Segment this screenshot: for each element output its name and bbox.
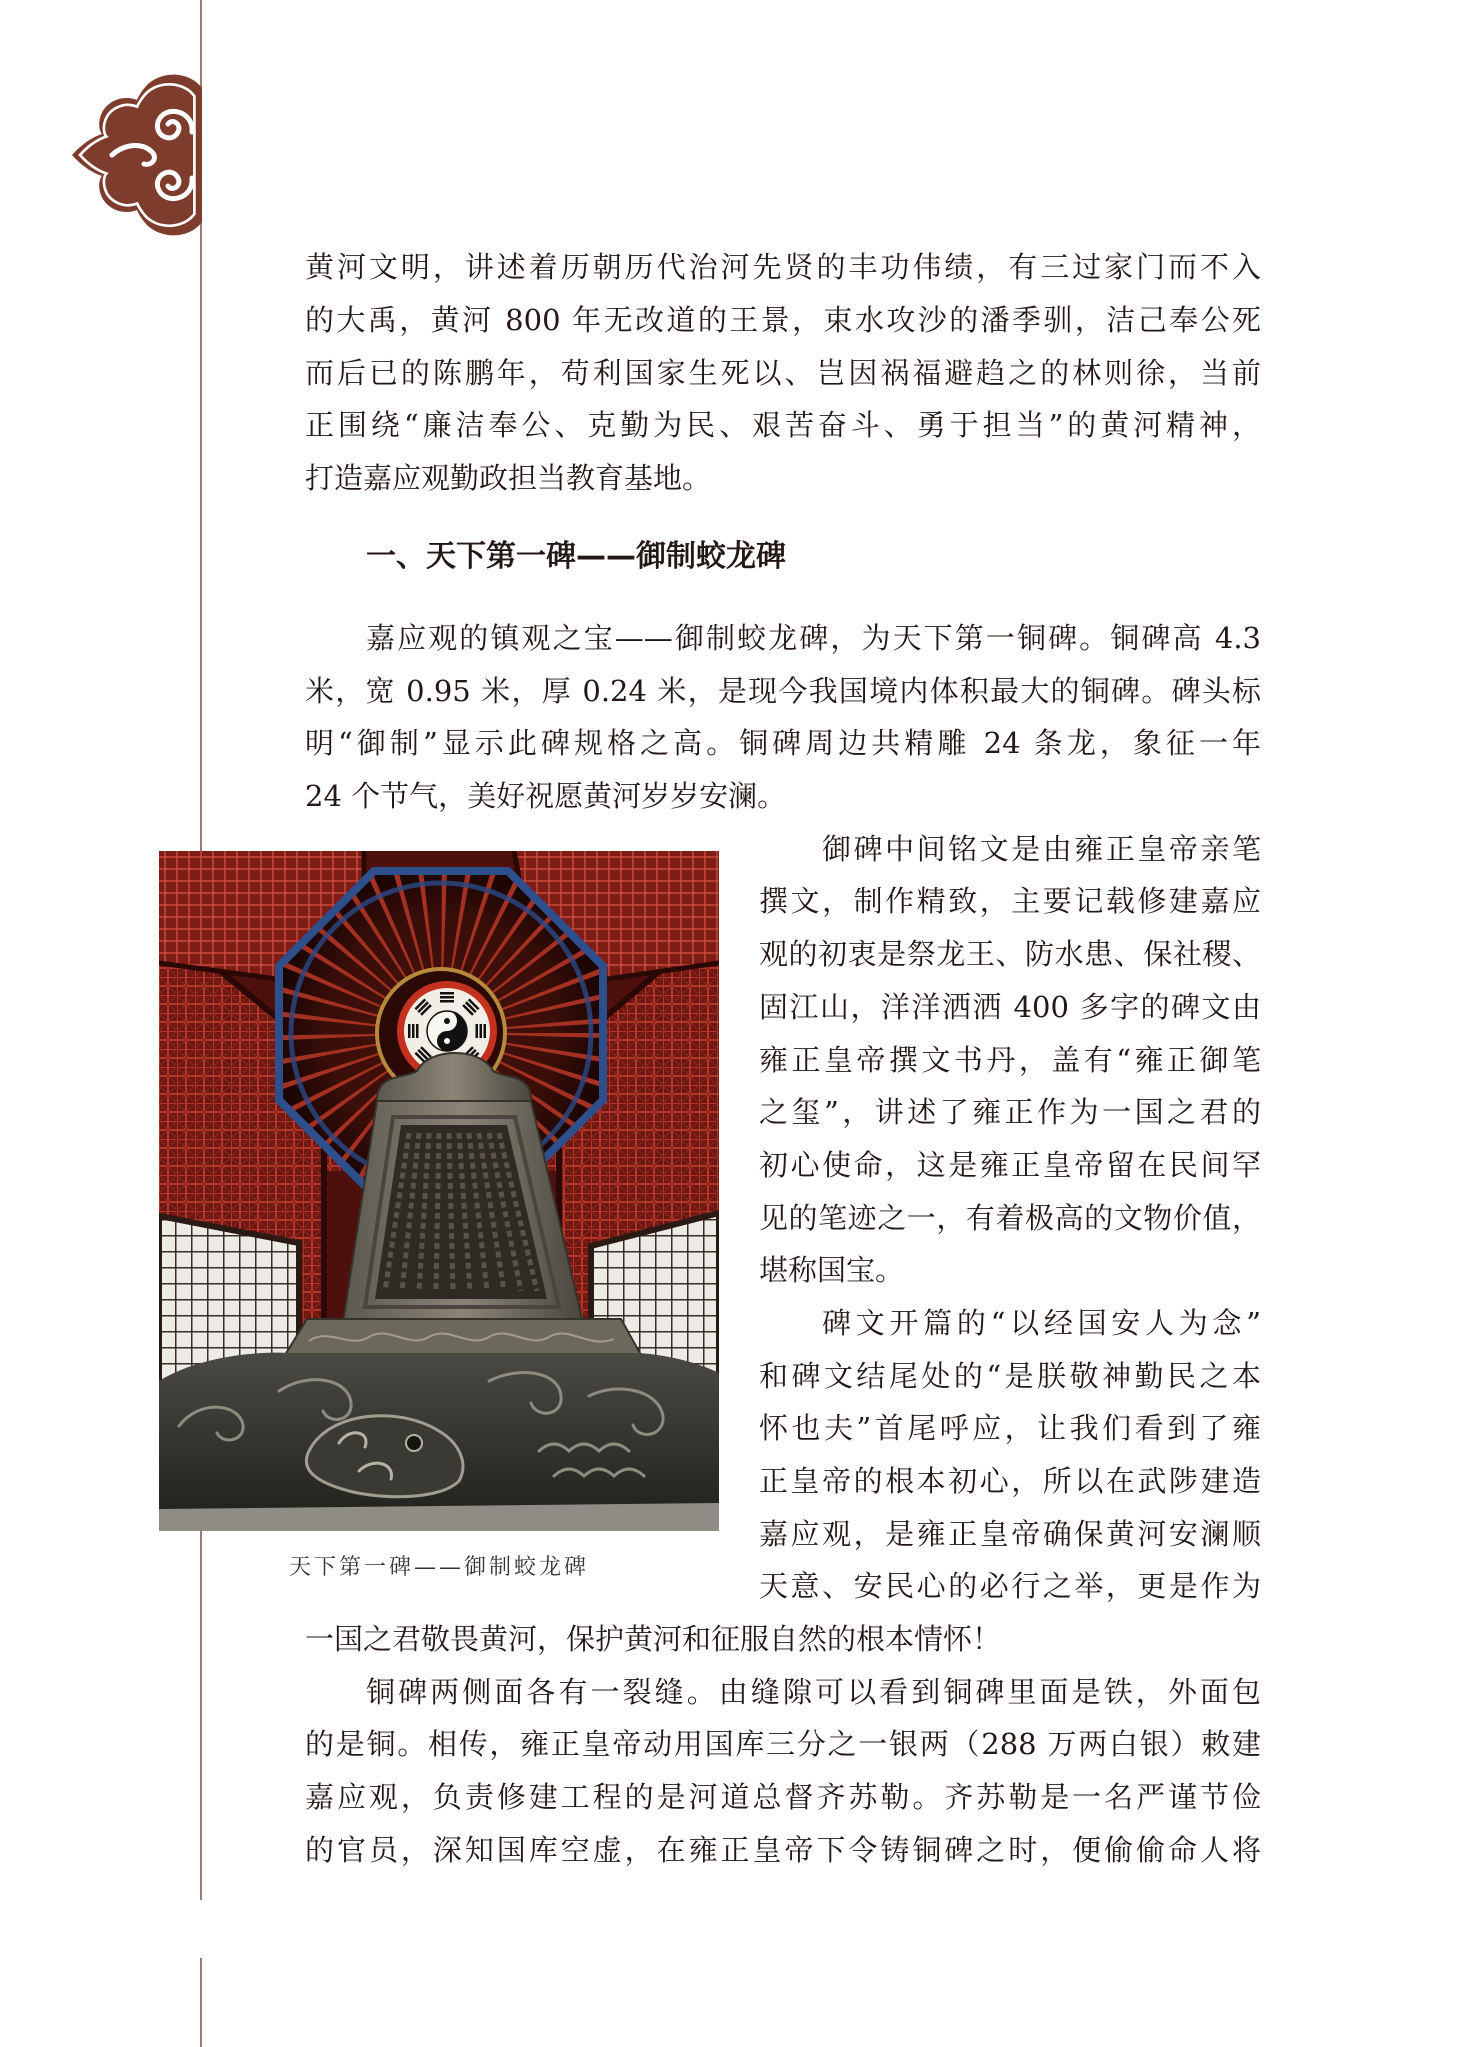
text-line: 24 个节气，美好祝愿黄河岁岁安澜。 xyxy=(305,779,787,814)
text-line: 天意、安民心的必行之举，更是作为 xyxy=(759,1569,1261,1604)
margin-rule xyxy=(200,1958,202,2047)
text-line: 正皇帝的根本初心，所以在武陟建造 xyxy=(759,1464,1261,1498)
text-line: 和碑文结尾处的“是朕敬神勤民之本 xyxy=(759,1358,1261,1393)
text-line: 明“御制”显示此碑规格之高。铜碑周边共精雕 24 条龙，象征一年 xyxy=(305,726,1261,761)
text-line: 的是铜。相传，雍正皇帝动用国库三分之一银两（288 万两白银）敕建 xyxy=(305,1727,1261,1762)
figure-caption: 天下第一碑——御制蛟龙碑 xyxy=(289,1555,590,1580)
text-line: 铜碑两侧面各有一裂缝。由缝隙可以看到铜碑里面是铁，外面包 xyxy=(366,1674,1261,1709)
text-line: 怀也夫”首尾呼应，让我们看到了雍 xyxy=(759,1411,1261,1446)
text-line: 黄河文明，讲述着历朝历代治河先贤的丰功伟绩，有三过家门而不入 xyxy=(305,250,1261,284)
text-line: 御碑中间铭文是由雍正皇帝亲笔 xyxy=(822,831,1261,866)
text-line: 米，宽 0.95 米，厚 0.24 米，是现今我国境内体积最大的铜碑。碑头标 xyxy=(305,673,1261,708)
text-line: 的大禹，黄河 800 年无改道的王景，束水攻沙的潘季驯，洁己奉公死 xyxy=(305,302,1261,337)
text-line: 堪称国宝。 xyxy=(759,1253,905,1288)
text-line: 嘉应观，是雍正皇帝确保黄河安澜顺 xyxy=(759,1516,1261,1551)
section-heading: 一、天下第一碑——御制蛟龙碑 xyxy=(366,539,786,574)
text-line: 而后已的陈鹏年，苟利国家生死以、岂因祸福避趋之的林则徐，当前 xyxy=(305,355,1261,390)
text-line: 观的初衷是祭龙王、防水患、保社稷、 xyxy=(759,937,1261,972)
text-line: 碑文开篇的“以经国安人为念” xyxy=(822,1305,1261,1340)
body-text xyxy=(305,612,1261,1877)
text-line: 嘉应观的镇观之宝——御制蛟龙碑，为天下第一铜碑。铜碑高 4.3 xyxy=(366,621,1261,655)
text-line: 打造嘉应观勤政担当教育基地。 xyxy=(305,461,712,496)
text-line: 初心使命，这是雍正皇帝留在民间罕 xyxy=(759,1147,1261,1182)
text-line: 嘉应观，负责修建工程的是河道总督齐苏勒。齐苏勒是一名严谨节俭 xyxy=(305,1780,1261,1815)
text-line: 见的笔迹之一，有着极高的文物价值， xyxy=(759,1200,1261,1235)
text-line: 之玺”，讲述了雍正作为一国之君的 xyxy=(759,1095,1261,1130)
text-line: 一国之君敬畏黄河，保护黄河和征服自然的根本情怀！ xyxy=(305,1622,1002,1657)
text-line: 撰文，制作精致，主要记载修建嘉应 xyxy=(759,884,1261,919)
text-line: 正围绕“廉洁奉公、克勤为民、艰苦奋斗、勇于担当”的黄河精神， xyxy=(305,408,1261,443)
intro-paragraph xyxy=(305,241,1261,505)
text-line: 的官员，深知国库空虚，在雍正皇帝下令铸铜碑之时，便偷偷命人将 xyxy=(305,1832,1261,1867)
text-line: 雍正皇帝撰文书丹，盖有“雍正御笔 xyxy=(759,1042,1261,1077)
text-line: 固江山，洋洋洒洒 400 多字的碑文由 xyxy=(759,989,1261,1024)
auspicious-cloud-icon xyxy=(72,72,204,238)
